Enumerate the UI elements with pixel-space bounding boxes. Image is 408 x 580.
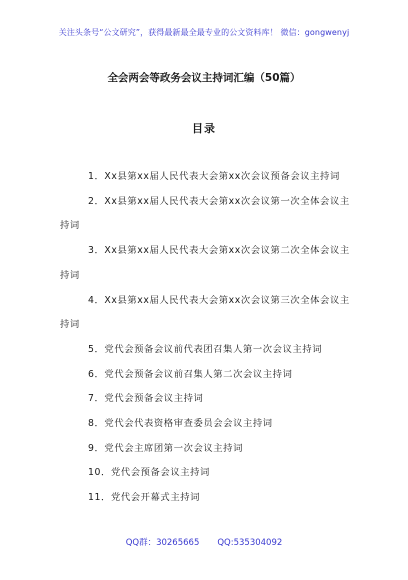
toc-item [60,437,352,462]
toc-item [60,363,352,388]
toc-item-text: 党代会代表资格审查委员会会议主持词 [104,418,273,430]
toc-item [60,165,352,190]
toc-item-text: Xx县第xx届人民代表大会第xx次会议预备会议主持词 [104,171,340,182]
toc-item-text: 党代会开幕式主持词 [110,492,201,504]
toc-item [60,486,352,511]
toc-item [60,387,352,412]
toc-heading: 目录 [192,122,216,135]
toc-item-number: 8． [88,418,105,430]
table-of-contents [60,165,352,511]
toc-item-text: 党代会主席团第一次会议主持词 [104,442,243,454]
toc-item-number: 4． [88,294,105,306]
document-title: 全会两会等政务会议主持词汇编（50篇） [107,72,301,84]
footer-qq-number: QQ:535304092 [217,538,283,548]
toc-item-number: 3． [88,245,105,257]
toc-item [60,338,352,363]
toc-item-number: 5． [88,343,105,355]
toc-item-text: 党代会预备会议主持词 [110,467,210,479]
toc-item [60,289,352,338]
toc-item [60,239,352,288]
toc-item [60,412,352,437]
toc-item-number: 10． [88,467,111,479]
toc-item-text: Xx县第xx届人民代表大会第xx次会议第二次全体会议主持词 [60,245,350,281]
footer-qq-group: QQ群：30265665 [125,538,200,548]
toc-item [60,461,352,486]
toc-item-text: 党代会预备会议主持词 [104,393,204,405]
toc-item-text: 党代会预备会议前召集人第二次会议主持词 [104,368,293,380]
toc-item-number: 1． [88,171,105,182]
footer-contact [0,536,408,548]
header-banner: 关注头条号“公文研究”，获得最新最全最专业的公文资料库！ 微信：gongwenyj [58,28,350,37]
toc-item-number: 9． [88,442,105,454]
toc-item [60,190,352,239]
toc-item-number: 2． [88,195,105,207]
toc-item-number: 7． [88,393,105,405]
toc-item-text: Xx县第xx届人民代表大会第xx次会议第三次全体会议主持词 [60,294,350,331]
toc-item-text: 党代会预备会议前代表团召集人第一次会议主持词 [104,343,323,355]
toc-item-number: 6． [88,368,105,380]
toc-item-number: 11． [88,492,111,504]
toc-item-text: Xx县第xx届人民代表大会第xx次会议第一次全体会议主持词 [60,195,350,232]
